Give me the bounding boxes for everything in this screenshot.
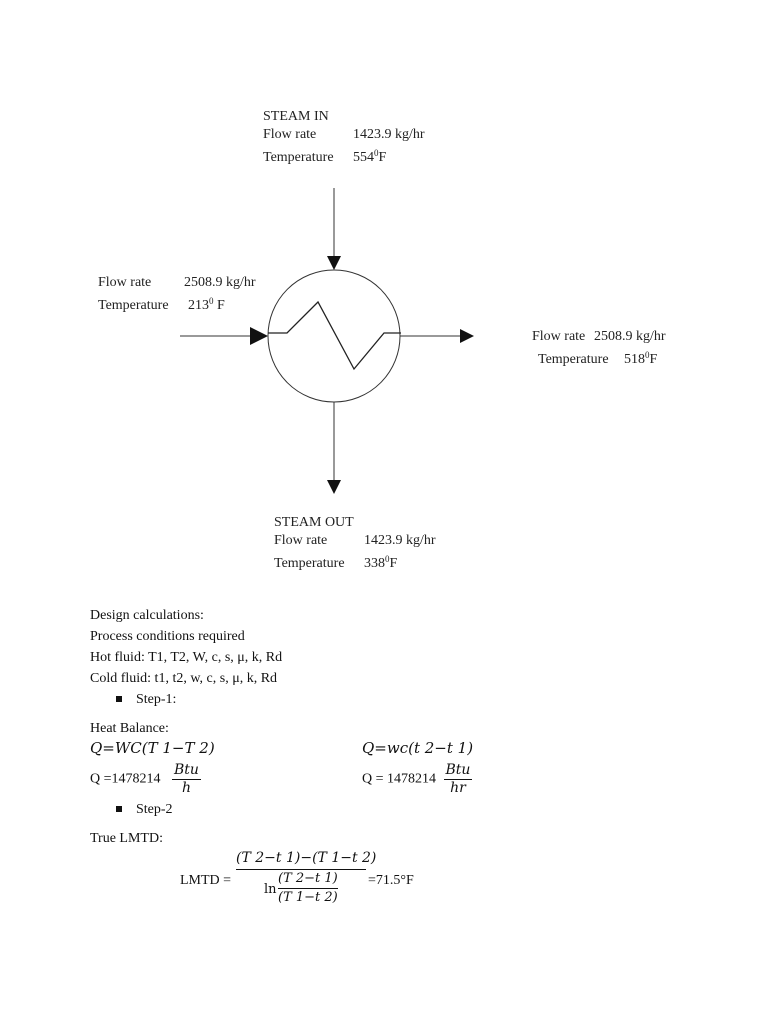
exchanger-tube-zigzag: [268, 302, 401, 369]
cold-out-temp-unit: F: [649, 352, 658, 367]
cold-fluid-text: Cold fluid: t1, t2, w, c, s, μ, k, Rd: [90, 671, 278, 686]
steam-in-temp-label: Temperature: [263, 150, 334, 165]
ln-label: ln: [264, 882, 277, 897]
cold-out-flow-value: 2508.9 kg/hr: [594, 329, 666, 344]
q-right-unit-fraction: [444, 762, 473, 797]
steam-in-temp-number: 554: [353, 150, 374, 165]
lmtd-denominator: [236, 870, 366, 914]
q-left-unit-den: h: [181, 780, 191, 796]
cold-out-temp-sup: 0: [645, 350, 650, 360]
lmtd-result: =71.5°F: [368, 873, 414, 888]
cold-in-temp-value: [188, 292, 225, 315]
cold-in-flow-value: 2508.9 kg/hr: [184, 275, 256, 290]
cold-in-temp-unit: F: [213, 298, 225, 313]
process-conditions-text: Process conditions required: [90, 629, 245, 644]
bullet-icon: [116, 806, 122, 812]
cold-in-temp-label: Temperature: [98, 298, 169, 313]
lmtd-fraction: [236, 848, 377, 914]
cold-in-flow-label: Flow rate: [98, 275, 152, 290]
ln-denominator: (T 1−t 2): [278, 890, 338, 905]
cold-out-arrow: [460, 329, 474, 343]
cold-out-temp-value: [624, 346, 657, 369]
steam-out-title: STEAM OUT: [274, 515, 354, 530]
steam-in-title: STEAM IN: [263, 109, 329, 124]
q-right-unit-den: hr: [450, 780, 466, 796]
heat-balance-heading: Heat Balance:: [90, 721, 169, 736]
cold-out-flow-label: Flow rate: [532, 329, 586, 344]
heat-balance-equation-left: Q=WC(T 1−T 2): [90, 739, 215, 757]
steam-out-block: [274, 514, 436, 573]
exchanger-shell: [268, 270, 400, 402]
step1-label: Step-1:: [136, 692, 177, 707]
cold-out-temp-label: Temperature: [538, 352, 609, 367]
hot-fluid-text: Hot fluid: T1, T2, W, c, s, μ, k, Rd: [90, 650, 283, 665]
steam-out-temp-number: 338: [364, 556, 385, 571]
cold-in-block: [98, 274, 256, 315]
steam-out-arrow: [327, 480, 341, 494]
steam-in-temp-value: [353, 144, 386, 167]
steam-in-temp-sup: 0: [374, 148, 379, 158]
design-calculations-heading: Design calculations:: [90, 608, 204, 623]
q-right-unit-num: Btu: [445, 762, 471, 778]
bullet-icon: [116, 696, 122, 702]
cold-out-temp-number: 518: [624, 352, 645, 367]
step2-label: Step-2: [136, 802, 173, 817]
steam-out-temp-value: [364, 550, 397, 573]
steam-out-flow-label: Flow rate: [274, 533, 328, 548]
steam-in-flow-value: 1423.9 kg/hr: [353, 127, 425, 142]
steam-in-temp-unit: F: [378, 150, 387, 165]
q-value-left: [90, 762, 201, 797]
q-left-unit-fraction: [172, 762, 201, 797]
lmtd-numerator: (T 2−t 1)−(T 1−t 2): [236, 850, 377, 866]
step2-item: [116, 800, 173, 820]
cold-out-block: [532, 328, 666, 369]
q-left-prefix: Q =1478214: [90, 771, 161, 787]
steam-in-flow-label: Flow rate: [263, 127, 317, 142]
heat-balance-equation-right: Q=wc(t 2−t 1): [362, 739, 474, 757]
q-right-prefix: Q = 1478214: [362, 771, 437, 787]
q-value-right: [362, 762, 472, 797]
ln-fraction: [278, 870, 338, 907]
q-left-unit-num: Btu: [174, 762, 199, 778]
steam-out-temp-sup: 0: [385, 554, 390, 564]
ln-numerator: (T 2−t 1): [278, 871, 338, 886]
cold-in-arrow: [250, 327, 268, 345]
lmtd-label: LMTD =: [180, 873, 232, 888]
steam-out-flow-value: 1423.9 kg/hr: [364, 533, 436, 548]
steam-out-temp-label: Temperature: [274, 556, 345, 571]
steam-out-temp-unit: F: [389, 556, 398, 571]
cold-in-temp-number: 213: [188, 298, 209, 313]
step1-item: [116, 690, 176, 710]
steam-in-arrow: [327, 256, 341, 270]
cold-in-temp-sup: 0: [209, 296, 214, 306]
steam-in-block: [263, 108, 425, 167]
true-lmtd-heading: True LMTD:: [90, 831, 163, 846]
